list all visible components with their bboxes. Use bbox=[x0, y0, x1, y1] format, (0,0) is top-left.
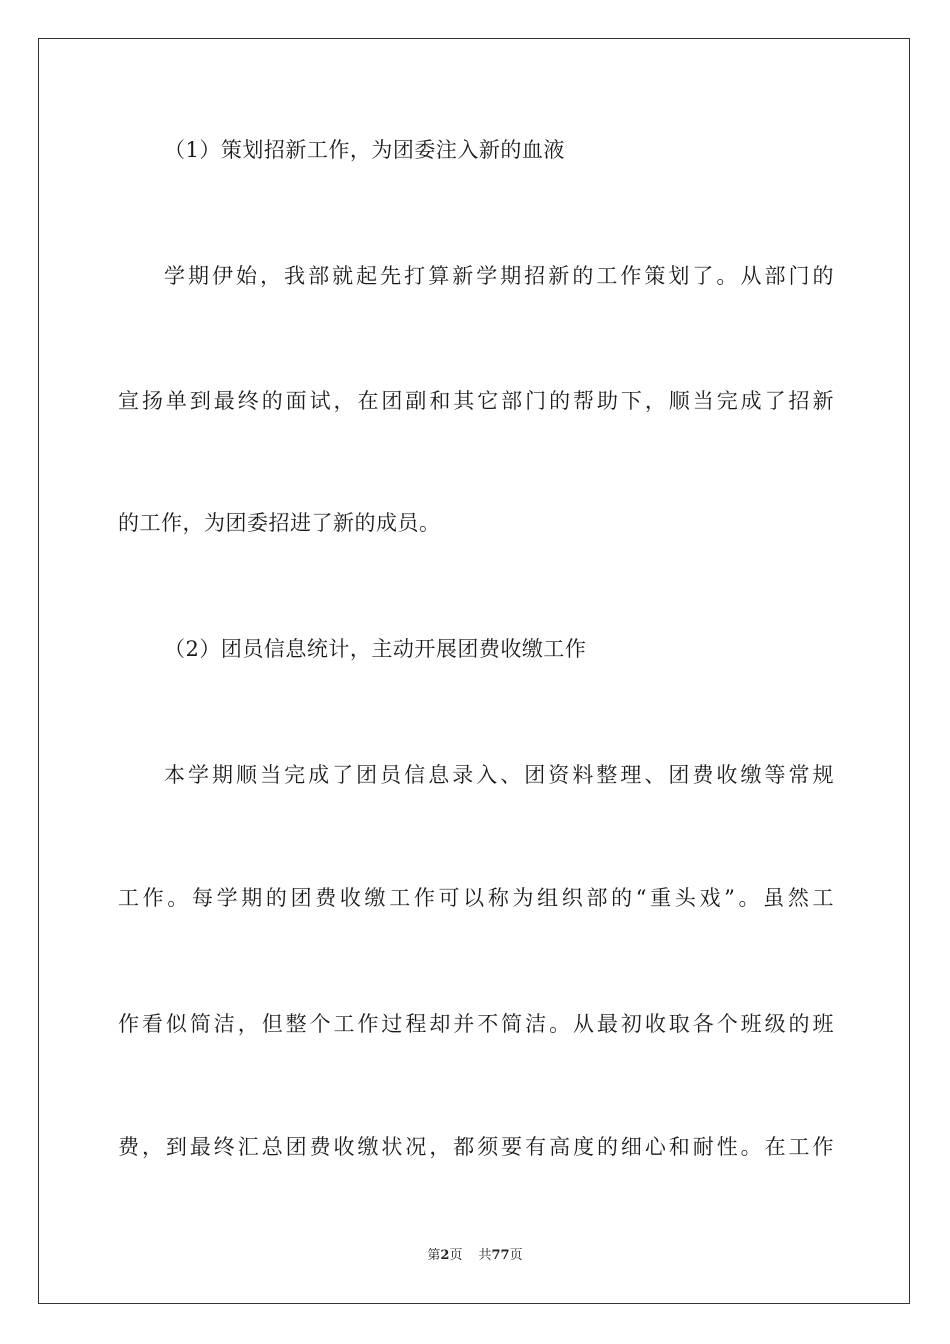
heading-2: （2）团员信息统计，主动开展团费收缴工作 bbox=[164, 637, 587, 661]
page-number: 2 bbox=[440, 1248, 450, 1263]
page-border bbox=[38, 38, 910, 1304]
page-prefix: 第 bbox=[427, 1248, 441, 1263]
total-pages: 77 bbox=[491, 1248, 510, 1263]
total-suffix: 页 bbox=[509, 1248, 523, 1263]
paragraph-line: 的工作，为团委招进了新的成员。 bbox=[118, 511, 441, 535]
page-suffix: 页 bbox=[449, 1248, 463, 1263]
paragraph-line: 宣扬单到最终的面试，在团副和其它部门的帮助下，顺当完成了招新 bbox=[118, 389, 834, 413]
total-prefix: 共 bbox=[478, 1248, 492, 1263]
page-footer bbox=[0, 1248, 950, 1264]
heading-1: （1）策划招新工作，为团委注入新的血液 bbox=[164, 138, 565, 162]
paragraph-line: 工作。每学期的团费收缴工作可以称为组织部的“重头戏”。虽然工 bbox=[118, 886, 834, 910]
paragraph-line: 本学期顺当完成了团员信息录入、团资料整理、团费收缴等常规 bbox=[164, 763, 834, 787]
paragraph-line: 费，到最终汇总团费收缴状况，都须要有高度的细心和耐性。在工作 bbox=[118, 1135, 834, 1159]
paragraph-line: 作看似简洁，但整个工作过程却并不简洁。从最初收取各个班级的班 bbox=[118, 1012, 834, 1036]
paragraph-line: 学期伊始，我部就起先打算新学期招新的工作策划了。从部门的 bbox=[164, 264, 834, 288]
